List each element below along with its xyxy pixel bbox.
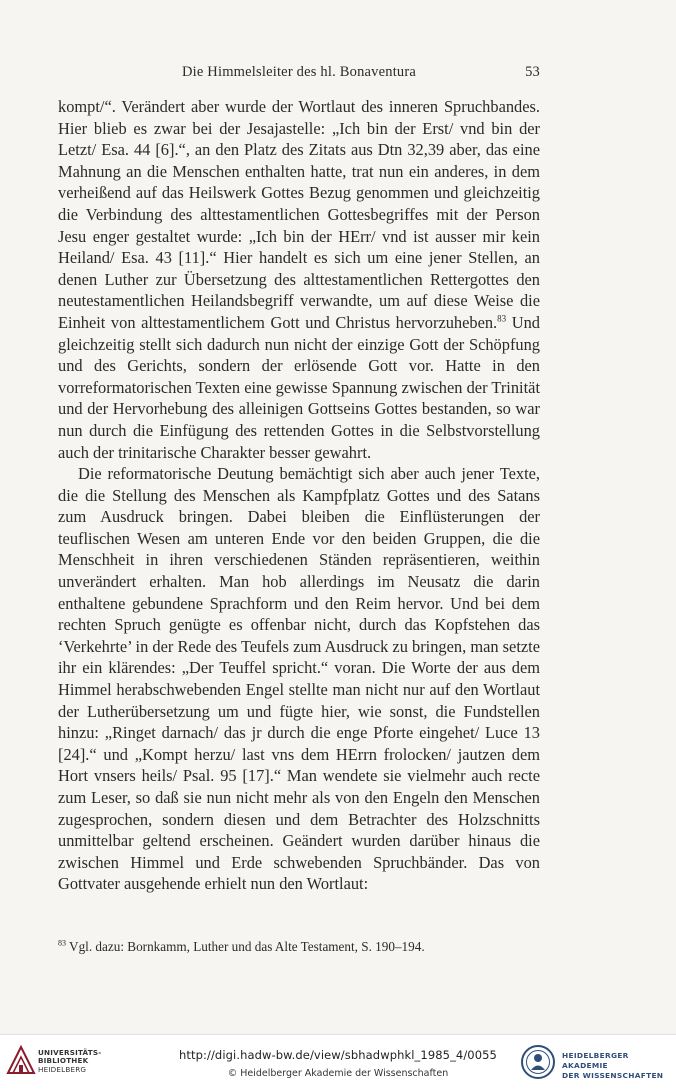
- copyright-notice: © Heidelberger Akademie der Wissenschaften: [227, 1068, 449, 1079]
- paragraph-1-part-1: kompt/“. Verändert aber wurde der Wortlaut des inneren Spruchbandes. Hier blieb es zwar bei der Jesajastelle: „Ich bin der Erst/ vnd bin der Letzt/ Esa. 44 [6].“, an den Platz des Zitats aus Dtn 32,39 aber, das eine Mahnung an die Menschen enthalten hatte, trat nun ein anderes, in dem verheißend auf das Heilswerk Gottes Bezug genommen und gleichzeitig die Verbindung des alttestamentlichen Gottesbegriffes mit der Person Jesu enger gestaltet wurde: „Ich bin der HErr/ vnd ist ausser mir kein Heiland/ Esa. 43 [11].“ Hier handelt es sich um eine jener Stellen, an denen Luther zur Übersetzung des alttestamentlichen Rettergottes den neutestamentlichen Heilandsbegriff verwandte, um auf diese Weise die Einheit von alttestamentlichem Gott und Christus hervorzuheben.: [58, 97, 540, 332]
- academy-name-line-2: DER WISSENSCHAFTEN: [562, 1071, 664, 1080]
- footer-bar: [0, 1034, 676, 1089]
- library-name-line-3: HEIDELBERG: [38, 1064, 87, 1074]
- running-title: Die Himmelsleiter des hl. Bonaventura: [181, 64, 417, 80]
- academy-seal-icon[interactable]: [520, 1043, 556, 1081]
- footnote-text: Vgl. dazu: Bornkamm, Luther und das Alte Testament, S. 190–194.: [66, 939, 425, 954]
- library-name-line-1: UNIVERSITÄTS-: [38, 1048, 102, 1057]
- body-text: [58, 96, 540, 895]
- paragraph-1: [58, 96, 540, 463]
- footnote-83: [58, 938, 540, 956]
- paragraph-2: Die reformatorische Deutung bemächtigt sich aber auch jener Texte, die die Stellung des Menschen als Kampfplatz Gottes und des Satans zum Ausdruck bringen. Dabei bleiben die Einflüsterungen der teuflischen Wesen am unteren Ende vor den beiden Gruppen, die die Menschheit in ihren verschiedenen Ständen repräsentieren, weithin unverändert erhalten. Man hob allerdings im Neusatz die darin enthaltene gebundene Sprachform und den Reim hervor. Und bei dem rechten Spruch genügte es offenbar nicht, durch das Kopfstehen das ‘Verkehrte’ in der Rede des Teufels zum Ausdruck zu bringen, man setzte ihr ein klärendes: „Der Teuffel spricht.“ voran. Die Worte der aus dem Himmel herabschwebenden Engel stellte man nicht nur auf den Wortlaut der Lutherübersetzung um und fügte hier, wie sonst, die Fundstellen hinzu: „Ringet darnach/ das jr durch die enge Pforte eingehet/ Luce 13 [24].“ und „Kompt herzu/ last vns dem HErrn frolocken/ jautzen dem Hort vnsers heils/ Psal. 95 [17].“ Man wendete sie vielmehr auch recte zum Leser, so daß sie nun nicht mehr als von den Engeln den Menschen zugesprochen, sondern diesen und dem Betrachter des Holzschnitts unmittelbar geltend erscheinen. Geändert wurden darüber hinaus die zwischen Himmel und Erde schwebenden Spruchbänder. Das von Gottvater ausgehende erhielt nun den Wortlaut:: [58, 464, 540, 894]
- footnote-reference-83[interactable]: 83: [497, 313, 507, 324]
- paragraph-1-part-2: Und gleichzeitig stellt sich dadurch nun nicht der einzige Gott der Schöpfung und des Gerichts, sondern der erlösende Gott vor. Hatte in den vorreformatorischen Texten eine gewisse Spannung zwischen der Trinität und der Hervorhebung des alleinigen Gottseins Gottes bestanden, so war nun durch die Einfügung des rettenden Gottes in die Selbstvorstellung auch der trinitarische Charakter besser gewahrt.: [58, 312, 540, 462]
- running-header: [58, 64, 540, 84]
- permalink-url[interactable]: http://digi.hadw-bw.de/view/sbhadwphkl_1985_4/0055: [179, 1048, 497, 1062]
- page-number: 53: [525, 64, 540, 80]
- academy-name[interactable]: [562, 1051, 676, 1081]
- footnote-number: 83: [58, 938, 66, 948]
- library-name-line-2: BIBLIOTHEK: [38, 1056, 89, 1066]
- academy-name-line-1: HEIDELBERGER AKADEMIE: [562, 1051, 629, 1070]
